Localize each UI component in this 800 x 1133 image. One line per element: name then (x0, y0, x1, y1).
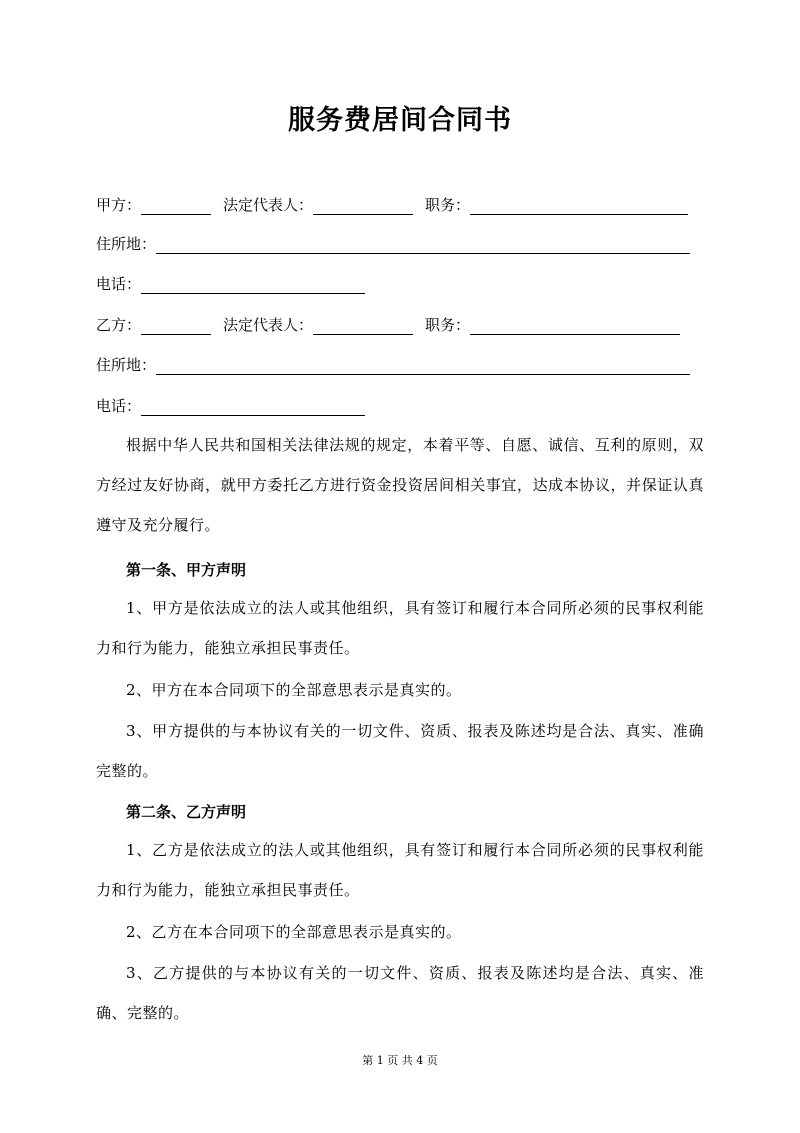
party-a-phone-label: 电话： (96, 275, 142, 293)
party-b-label: 乙方： (96, 316, 142, 334)
party-a-position-label: 职务： (425, 196, 471, 214)
party-a-row (96, 191, 700, 215)
article-2-clause-3: 3、乙方提供的与本协议有关的一切文件、资质、报表及陈述均是合法、真实、准确、完整的。 (96, 964, 704, 1022)
article-2-clause-1: 1、乙方是依法成立的法人或其他组织，具有签订和履行本合同所必须的民事权利能力和行为能力，能独立承担民事责任。 (96, 841, 704, 899)
party-b-row (96, 311, 692, 335)
party-b-phone-label: 电话： (96, 397, 142, 415)
party-b-address-row (96, 351, 702, 375)
party-a-phone-row (96, 270, 377, 294)
party-b-rep-field[interactable] (313, 316, 413, 335)
party-a-rep-label: 法定代表人： (223, 196, 314, 214)
party-b-phone-row (96, 392, 377, 416)
party-a-name-field[interactable] (141, 196, 211, 215)
party-b-position-label: 职务： (425, 316, 471, 334)
party-a-address-field[interactable] (156, 235, 690, 254)
article-2-clause-2: 2、乙方在本合同项下的全部意思表示是真实的。 (126, 923, 462, 941)
party-a-phone-field[interactable] (141, 275, 365, 294)
party-b-rep-label: 法定代表人： (223, 316, 314, 334)
article-1-heading: 第一条、甲方声明 (126, 561, 247, 579)
intro-paragraph: 根据中华人民共和国相关法律法规的规定，本着平等、自愿、诚信、互利的原则，双方经过友好协商，就甲方委托乙方进行资金投资居间相关事宜，达成本协议，并保证认真遵守及充分履行。 (96, 436, 704, 534)
party-b-name-field[interactable] (141, 316, 211, 335)
article-1-clause-1: 1、甲方是依法成立的法人或其他组织，具有签订和履行本合同所必须的民事权利能力和行为能力，能独立承担民事责任。 (96, 599, 704, 657)
party-b-address-label: 住所地： (96, 356, 157, 374)
document-title: 服务费居间合同书 (288, 105, 512, 136)
page-footer: 第 1 页 共 4 页 (362, 1054, 438, 1067)
party-a-position-field[interactable] (470, 196, 688, 215)
party-a-rep-field[interactable] (313, 196, 413, 215)
party-a-address-row (96, 230, 702, 254)
party-b-address-field[interactable] (156, 356, 690, 375)
article-1-clause-2: 2、甲方在本合同项下的全部意思表示是真实的。 (126, 681, 462, 699)
party-b-phone-field[interactable] (141, 397, 365, 416)
party-b-position-field[interactable] (470, 316, 680, 335)
article-1-clause-3: 3、甲方提供的与本协议有关的一切文件、资质、报表及陈述均是合法、真实、准确完整的。 (96, 722, 704, 780)
party-a-address-label: 住所地： (96, 235, 157, 253)
article-2-heading: 第二条、乙方声明 (126, 803, 247, 821)
party-a-label: 甲方： (96, 196, 142, 214)
